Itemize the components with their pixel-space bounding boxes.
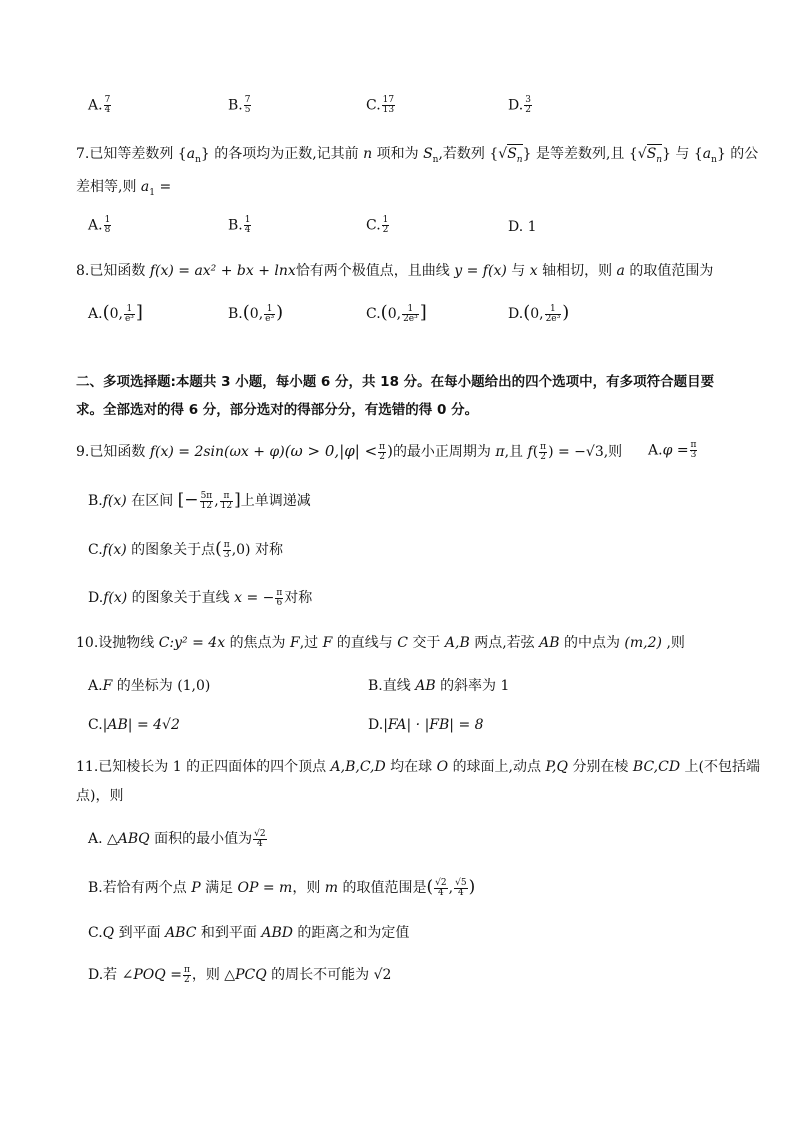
q8-option-d: D.(0, $\frac{1}{\text{2e³}}$ ) [508, 302, 570, 324]
q11-stem-line1: 11.已知棱长为 1 的正四面体的四个顶点 A,B,C,D 均在球 O 的球面上,动点 P,Q 分别在棱 BC,CD 上(不包括端 [76, 759, 760, 775]
fraction: $\frac{1}{8}$ [104, 215, 111, 235]
q6-option-b [228, 96, 252, 115]
section-heading-line2: 求。全部选对的得 6 分，部分选对的得部分分，有选错的得 0 分。 [76, 402, 479, 418]
option-label: A. [88, 97, 103, 114]
fraction: $\frac{\pi}{2}$ [183, 964, 190, 985]
fraction: $\frac{√5}{4}$ [455, 877, 467, 898]
fraction: $\frac{1}{\text{e³}}$ [265, 303, 275, 324]
fraction: $\frac{1}{\text{e³}}$ [124, 303, 134, 324]
fraction: $\frac{1}{2}$ [382, 215, 389, 235]
q10-option-c: C.|AB| = 4√2 [88, 717, 180, 733]
q9-option-b: B.f(x) 在区间 [− $\frac{5\pi}{12}$ , $\frac{\pi}{12}$ ]上单调递减 [88, 490, 311, 511]
option-label: C. [366, 97, 381, 114]
fraction: $\frac{5\pi}{12}$ [200, 490, 213, 511]
q7-stem-line1: 7.已知等差数列 $\{a_n\}$ 的各项均为正数,记其前 n 项和为 $S_n$,若数列 $\{√S_n\}$ 是等差数列,且 $\{√S_n\}$ 与 $\{a_n\}$ 的公 [76, 146, 759, 165]
fraction: $\frac{1}{\text{2e³}}$ [403, 303, 418, 324]
q11-stem-line2: 点)，则 [76, 788, 124, 804]
q9-option-d: D.f(x) 的图象关于直线 x = − $\frac{\pi}{6}$ 对称 [88, 587, 313, 608]
q10-option-b: B.直线 AB 的斜率为 1 [368, 678, 510, 694]
fraction: $\frac{7}{5}$ [244, 95, 251, 115]
q9-option-c: C.f(x) 的图象关于点( $\frac{\pi}{3}$ ,0) 对称 [88, 539, 283, 560]
fraction: $\frac{7}{4}$ [104, 95, 111, 115]
section-heading-line1: 二、多项选择题:本题共 3 小题，每小题 6 分，共 18 分。在每小题给出的四个选项中，有多项符合题目要 [76, 374, 715, 390]
fraction: $\frac{1}{\text{2e³}}$ [545, 303, 561, 324]
fraction: $\frac{√2}{4}$ [254, 828, 266, 849]
q11-option-c: C.Q 到平面 ABC 和到平面 ABD 的距离之和为定值 [88, 925, 410, 941]
q10-stem: 10.设抛物线 C:y² = 4x 的焦点为 F,过 F 的直线与 C 交于 A,B 两点,若弦 AB 的中点为 (m,2) ,则 [76, 635, 685, 651]
fraction: $\frac{17}{13}$ [382, 95, 395, 115]
q6-option-d [508, 96, 533, 115]
fraction: $\frac{3}{2}$ [525, 95, 531, 115]
fraction: $\frac{\pi}{2}$ [540, 441, 547, 462]
q7-option-d: D. 1 [508, 219, 537, 235]
q6-option-a [88, 96, 112, 115]
q7-option-a: A. $\frac{1}{8}$ [88, 215, 111, 235]
q7-option-c: C. $\frac{1}{2}$ [366, 215, 389, 235]
fraction: $\frac{\pi}{2}$ [379, 441, 386, 462]
fraction: $\frac{1}{4}$ [244, 215, 251, 235]
q8-option-c: C.(0, $\frac{1}{\text{2e³}}$ ] [366, 302, 427, 324]
q11-option-b: B.若恰有两个点 P 满足 OP = m，则 m 的取值范围是( $\frac{√2}{4}$ , $\frac{√5}{4}$ ) [88, 877, 476, 898]
fraction: $\frac{\pi}{3}$ [690, 440, 697, 460]
option-label: D. [508, 97, 524, 114]
option-label: B. [228, 97, 243, 114]
q8-option-a: A.(0, $\frac{1}{\text{e³}}$ ] [88, 302, 143, 324]
fraction: $\frac{√2}{4}$ [435, 877, 447, 898]
fraction: $\frac{\pi}{6}$ [276, 587, 283, 608]
q7-stem-line2: 差相等,则 $a_1$ = [76, 179, 172, 198]
q7-option-b: B. $\frac{1}{4}$ [228, 215, 251, 235]
q10-option-a: A.F 的坐标为 (1,0) [88, 678, 211, 694]
q9-stem: 9.已知函数 f(x) = 2sin(ωx + φ)(ω > 0,|φ| < $\frac{\pi}{2}$ )的最小正周期为 π,且 f( $\frac{\pi}{2}$ ) = −√3,则 [76, 441, 623, 462]
q10-option-d: D.|FA| · |FB| = 8 [368, 717, 484, 733]
q6-option-c [366, 96, 396, 115]
fraction: $\frac{\pi}{3}$ [223, 539, 230, 560]
q11-option-d: D.若 ∠POQ = $\frac{\pi}{2}$ ，则 △PCQ 的周长不可能为 √2 [88, 964, 392, 985]
q9-option-a: A.φ = $\frac{\pi}{3}$ [648, 440, 697, 460]
q8-stem: 8.已知函数 f(x) = ax² + bx + lnx恰有两个极值点，且曲线 y = f(x) 与 x 轴相切，则 a 的取值范围为 [76, 263, 714, 279]
fraction: $\frac{\pi}{12}$ [220, 490, 233, 511]
q11-option-a: A. △ABQ 面积的最小值为 $\frac{√2}{4}$ [88, 828, 266, 849]
q8-option-b: B.(0, $\frac{1}{\text{e³}}$ ) [228, 302, 284, 324]
